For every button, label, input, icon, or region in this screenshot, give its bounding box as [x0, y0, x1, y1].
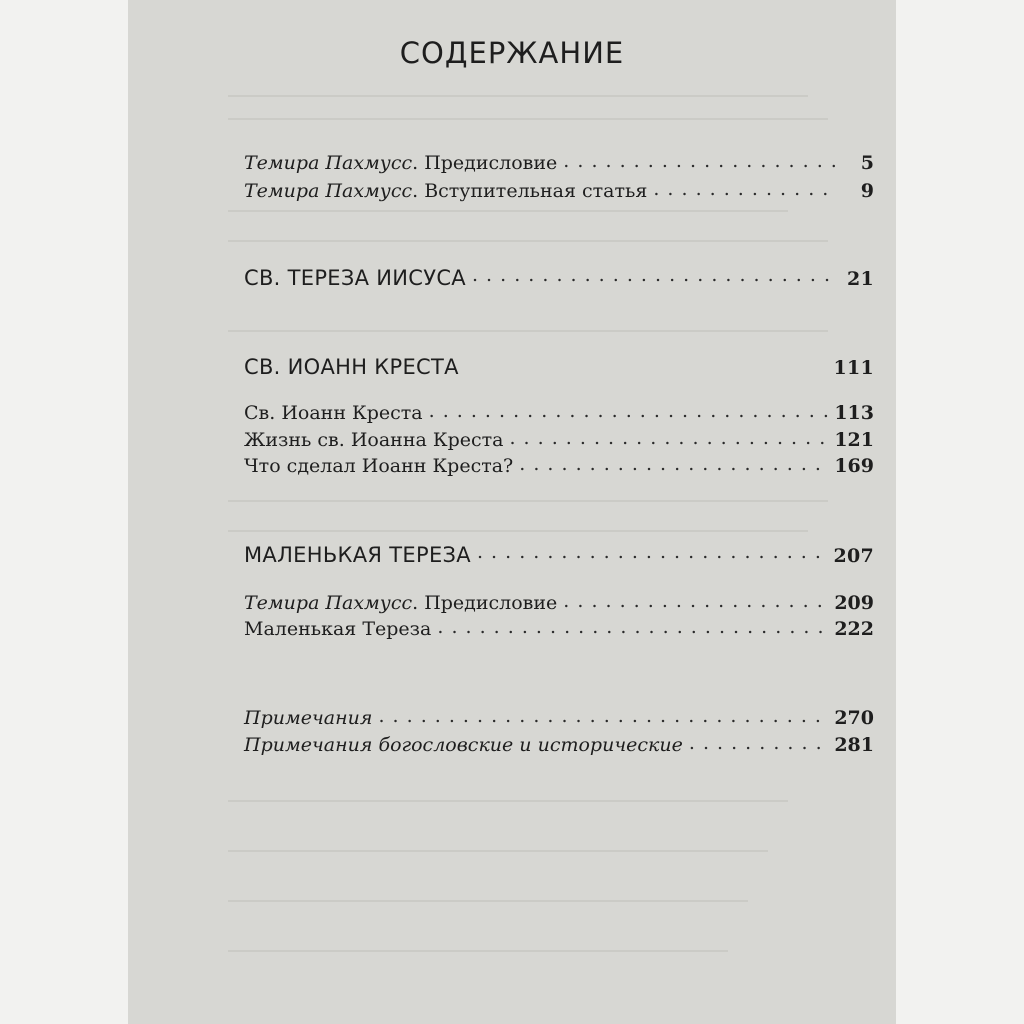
- toc-author: Темира Пахмусс: [244, 180, 413, 202]
- toc-entry: [244, 150, 874, 174]
- toc-author: Темира Пахмусс: [244, 152, 413, 174]
- toc-page-number: 9: [860, 180, 874, 202]
- toc-leader-dots: [519, 453, 828, 472]
- toc-title-text: Св. Иоанн Креста: [244, 402, 423, 424]
- toc-entry: [244, 732, 874, 756]
- toc-page-number: 209: [834, 592, 874, 614]
- toc-entry: [244, 453, 874, 477]
- bleed-through-line: [228, 240, 828, 242]
- toc-title-text: Примечания: [244, 707, 373, 729]
- bleed-through-line: [228, 530, 808, 532]
- bleed-through-line: [228, 900, 748, 902]
- toc-title-text: . Предисловие: [412, 152, 558, 174]
- bleed-through-line: [228, 210, 788, 212]
- bleed-through-line: [228, 330, 828, 332]
- toc-title-text: Примечания богословские и исторические: [244, 734, 683, 756]
- toc-entry: [244, 400, 874, 424]
- toc-page-number: 5: [860, 152, 874, 174]
- toc-leader-dots: [437, 616, 828, 635]
- toc-entry: [244, 427, 874, 451]
- toc-leader-dots: [509, 427, 828, 446]
- toc-page-number: 169: [834, 455, 874, 477]
- toc-section-title: МАЛЕНЬКАЯ ТЕРЕЗА: [244, 543, 471, 567]
- toc-entry-text: [244, 592, 557, 614]
- toc-title-text: Маленькая Тереза: [244, 618, 432, 640]
- toc-page-number: 121: [834, 429, 874, 451]
- bleed-through-line: [228, 850, 768, 852]
- bleed-through-line: [228, 800, 788, 802]
- toc-leader-dots: [563, 590, 828, 609]
- bleed-through-line: [228, 500, 828, 502]
- toc-author: Темира Пахмусс: [244, 592, 413, 614]
- toc-leader-dots: [429, 400, 829, 419]
- toc-section-title: СВ. ИОАНН КРЕСТА: [244, 355, 459, 379]
- toc-page-number: 111: [833, 357, 874, 379]
- toc-entry-section: [244, 541, 874, 567]
- bleed-through-line: [228, 118, 828, 120]
- toc-title-text: Жизнь св. Иоанна Креста: [244, 429, 504, 451]
- toc-page-number: 21: [846, 268, 874, 290]
- bleed-through-line: [228, 950, 728, 952]
- toc-leader-dots: [653, 178, 838, 197]
- toc-page-number: 270: [834, 707, 874, 729]
- toc-page-number: 113: [834, 402, 874, 424]
- toc-entry-section: [244, 264, 874, 290]
- toc-title-text: . Предисловие: [412, 592, 558, 614]
- page-title: СОДЕРЖАНИЕ: [399, 36, 625, 70]
- toc-leader-dots: [472, 264, 838, 285]
- toc-leader-dots: [477, 541, 827, 562]
- toc-leader-dots: [378, 705, 828, 724]
- toc-entry: [244, 178, 874, 202]
- toc-leader-dots: [689, 732, 828, 751]
- toc-page-number: 207: [833, 545, 874, 567]
- toc-section-title: СВ. ТЕРЕЗА ИИСУСА: [244, 266, 466, 290]
- bleed-through-line: [228, 95, 808, 97]
- toc-page-number: 222: [834, 618, 874, 640]
- toc-title-text: . Вступительная статья: [412, 180, 648, 202]
- toc-title-text: Что сделал Иоанн Креста?: [244, 455, 514, 477]
- toc-entry-section: [244, 353, 874, 379]
- toc-entry: [244, 705, 874, 729]
- toc-entry-text: [244, 180, 647, 202]
- toc-entry: [244, 590, 874, 614]
- toc-entry-text: [244, 152, 557, 174]
- toc-entry: [244, 616, 874, 640]
- toc-leader-dots: [563, 150, 838, 169]
- toc-page-number: 281: [834, 734, 874, 756]
